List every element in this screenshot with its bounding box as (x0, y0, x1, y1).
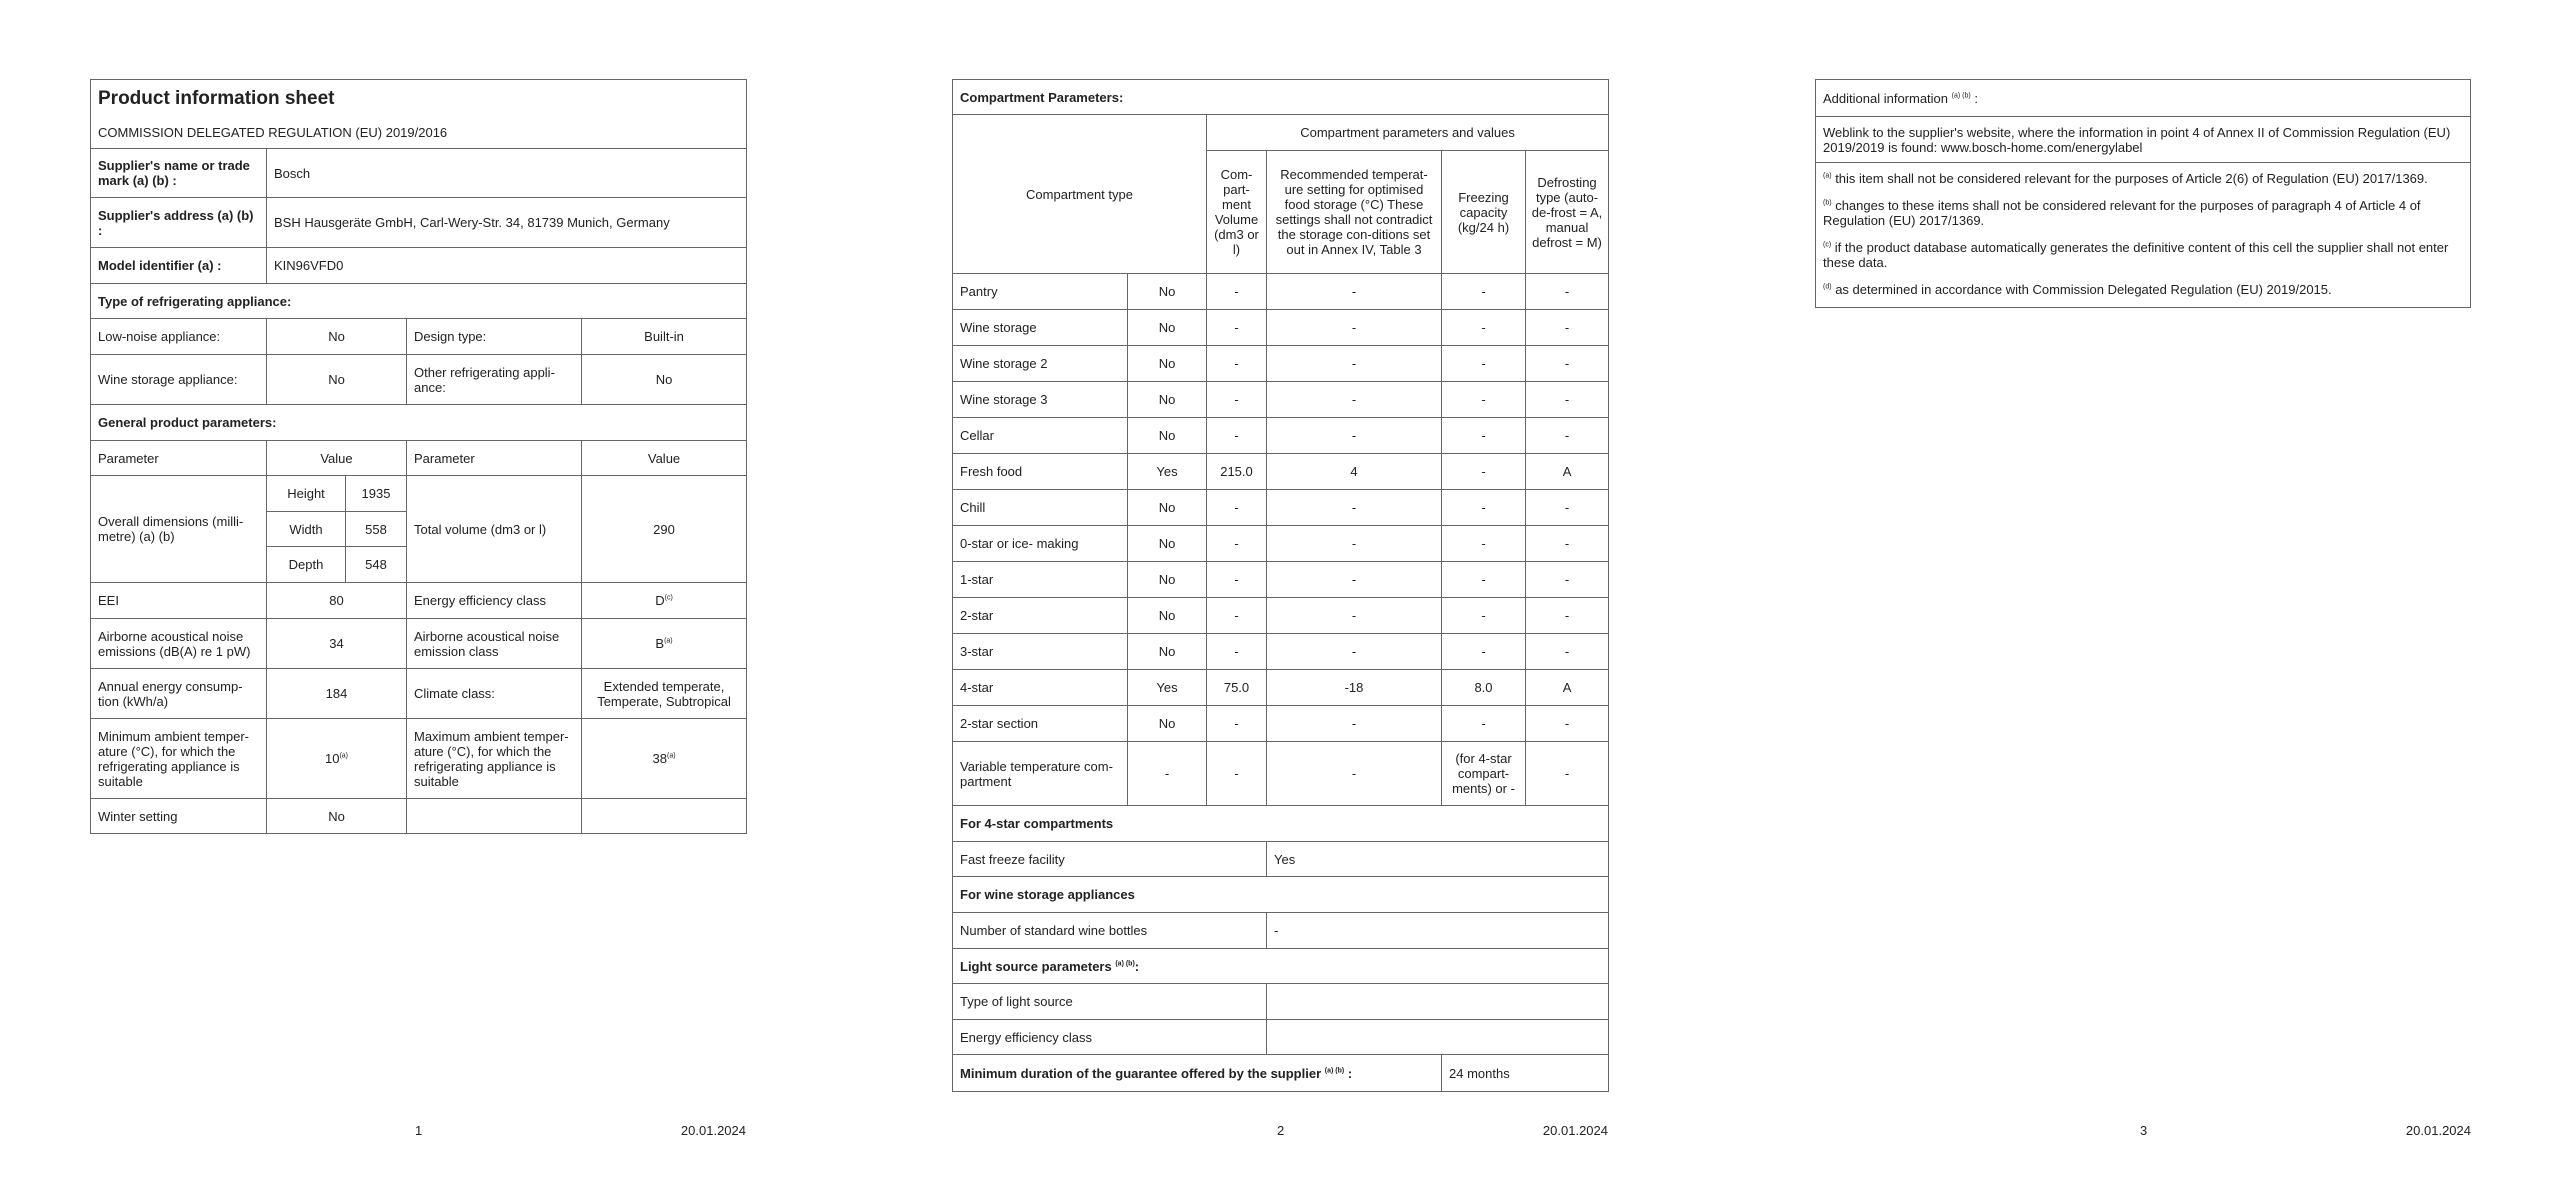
compartment-present: No (1128, 418, 1207, 454)
other-refrig-label: Other refrigerating appli-ance: (407, 355, 582, 405)
compartment-present: No (1128, 598, 1207, 634)
compartment-defrost: A (1526, 454, 1609, 490)
col-temp: Recommended temperat-ure setting for optimised food storage (°C) These settings shall not contradict the storage con-ditions set out in Annex IV, Table 3 (1267, 151, 1442, 274)
compartment-defrost: - (1526, 274, 1609, 310)
winter-label: Winter setting (91, 799, 267, 834)
eei-label: EEI (91, 583, 267, 619)
compartment-volume: - (1207, 310, 1267, 346)
compartment-freezing: - (1442, 454, 1526, 490)
footnote-item (1823, 282, 2463, 297)
page-number: 1 (415, 1123, 423, 1138)
compartment-defrost: A (1526, 670, 1609, 706)
light-class-value (1267, 1020, 1609, 1055)
compartment-volume: - (1207, 490, 1267, 526)
max-temp-label: Maximum ambient temper-ature (°C), for which the refrigerating appliance is suitable (407, 719, 582, 799)
max-temp-cell (582, 719, 747, 799)
eei-value: 80 (267, 583, 407, 619)
footnote-item (1823, 240, 2463, 270)
table-row (953, 274, 1609, 310)
variable-temp: - (1267, 742, 1442, 806)
type-heading: Type of refrigerating appliance: (91, 284, 747, 319)
variable-freezing: (for 4-star compart-ments) or - (1442, 742, 1526, 806)
compartment-freezing: - (1442, 598, 1526, 634)
low-noise-value: No (267, 319, 407, 355)
supplier-address-label: Supplier's address (a) (b) : (91, 198, 267, 248)
compartment-volume: - (1207, 562, 1267, 598)
page-date: 20.01.2024 (680, 1123, 746, 1138)
model-label: Model identifier (a) : (91, 248, 267, 284)
compartment-defrost: - (1526, 526, 1609, 562)
compartment-temp: -18 (1267, 670, 1442, 706)
climate-value: Extended temperate, Temperate, Subtropical (582, 669, 747, 719)
width-label: Width (267, 512, 346, 547)
compartment-temp: - (1267, 562, 1442, 598)
table-row (953, 706, 1609, 742)
table-row (953, 382, 1609, 418)
supplier-name-value: Bosch (267, 149, 747, 198)
table-row (953, 634, 1609, 670)
light-heading-footnote: (a) (b) (1115, 960, 1135, 968)
table-row (953, 310, 1609, 346)
table-row (953, 490, 1609, 526)
col-value: Value (267, 441, 407, 476)
compartment-present: No (1128, 490, 1207, 526)
compartment-name: 2-star section (953, 706, 1128, 742)
compartment-freezing: - (1442, 418, 1526, 454)
footnote-marker: (d) (1823, 283, 1832, 291)
compartment-name: 3-star (953, 634, 1128, 670)
design-type-label: Design type: (407, 319, 582, 355)
page-2 (952, 0, 1608, 1180)
additional-heading-footnote: (a) (b) (1951, 92, 1971, 100)
wine-heading: For wine storage appliances (953, 877, 1609, 913)
compartment-freezing: - (1442, 634, 1526, 670)
wine-storage-label: Wine storage appliance: (91, 355, 267, 405)
variable-volume: - (1207, 742, 1267, 806)
compartment-volume: - (1207, 382, 1267, 418)
noise-class-cell (582, 619, 747, 669)
noise-class-label: Airborne acoustical noise emission class (407, 619, 582, 669)
energy-class-cell (582, 583, 747, 619)
col-compartment-type: Compartment type (953, 115, 1207, 274)
supplier-name-label: Supplier's name or trade mark (a) (b) : (91, 149, 267, 198)
variable-present: - (1128, 742, 1207, 806)
max-temp-value: 38 (652, 751, 667, 766)
compartment-defrost: - (1526, 310, 1609, 346)
page-1 (90, 0, 746, 1180)
page-date: 20.01.2024 (1542, 1123, 1608, 1138)
compartment-name: Pantry (953, 274, 1128, 310)
col-parameter-2: Parameter (407, 441, 582, 476)
height-value: 1935 (346, 476, 407, 512)
compartment-temp: - (1267, 598, 1442, 634)
col-defrost: Defrosting type (auto-de-frost = A, manual defrost = M) (1526, 151, 1609, 274)
footnote-text: this item shall not be considered relevant for the purposes of Article 2(6) of Regulation (EU) 2017/1369. (1835, 171, 2428, 186)
compartment-temp: - (1267, 310, 1442, 346)
compartment-volume: - (1207, 706, 1267, 742)
table-row (953, 562, 1609, 598)
guarantee-footnote: (a) (b) (1324, 1067, 1345, 1075)
compartment-present: Yes (1128, 670, 1207, 706)
fast-freeze-label: Fast freeze facility (953, 842, 1267, 877)
compartment-volume: - (1207, 598, 1267, 634)
light-type-value (1267, 984, 1609, 1020)
empty-cell (582, 799, 747, 834)
additional-heading: Additional information (1823, 90, 1949, 106)
sheet-title: Product information sheet (91, 80, 747, 118)
design-type-value: Built-in (582, 319, 747, 355)
energy-class-footnote: (c) (664, 594, 673, 602)
compartment-freezing: - (1442, 706, 1526, 742)
compartment-freezing: - (1442, 310, 1526, 346)
footnote-text: as determined in accordance with Commission Delegated Regulation (EU) 2019/2015. (1835, 282, 2332, 297)
compartment-defrost: - (1526, 598, 1609, 634)
notes-cell (1816, 163, 2471, 308)
noise-class-footnote: (a) (664, 637, 673, 645)
col-value-2: Value (582, 441, 747, 476)
compartment-freezing: - (1442, 346, 1526, 382)
page-number: 2 (1277, 1123, 1285, 1138)
compartment-temp: - (1267, 274, 1442, 310)
wine-bottles-label: Number of standard wine bottles (953, 913, 1267, 949)
annual-energy-label: Annual energy consump-tion (kWh/a) (91, 669, 267, 719)
min-temp-footnote: (a) (339, 752, 349, 760)
weblink-text: Weblink to the supplier's website, where the information in point 4 of Annex II of Commission Regulation (EU) 2019/2019 is found: www.bosch-home.com/energylabel (1816, 117, 2471, 163)
min-temp-label: Minimum ambient temper-ature (°C), for which the refrigerating appliance is suitable (91, 719, 267, 799)
regulation-text: COMMISSION DELEGATED REGULATION (EU) 2019/2016 (91, 118, 747, 149)
noise-label: Airborne acoustical noise emissions (dB(A) re 1 pW) (91, 619, 267, 669)
compartment-name: Wine storage 3 (953, 382, 1128, 418)
light-heading: Light source parameters (960, 958, 1112, 974)
other-refrig-value: No (582, 355, 747, 405)
wine-storage-value: No (267, 355, 407, 405)
compartment-heading: Compartment Parameters: (953, 80, 1609, 115)
compartment-volume: 75.0 (1207, 670, 1267, 706)
compartment-name: Chill (953, 490, 1128, 526)
compartment-freezing: - (1442, 526, 1526, 562)
compartment-temp: - (1267, 382, 1442, 418)
compartment-freezing: - (1442, 382, 1526, 418)
compartment-present: No (1128, 526, 1207, 562)
additional-heading-cell: Additional information $^{(a) (b)}$ : (1816, 80, 2471, 117)
compartment-present: No (1128, 310, 1207, 346)
compartment-volume: 215.0 (1207, 454, 1267, 490)
light-class-label: Energy efficiency class (953, 1020, 1267, 1055)
variable-defrost: - (1526, 742, 1609, 806)
compartment-defrost: - (1526, 346, 1609, 382)
compartment-volume: - (1207, 274, 1267, 310)
compartment-name: 0-star or ice- making (953, 526, 1128, 562)
compartment-defrost: - (1526, 382, 1609, 418)
annual-energy-value: 184 (267, 669, 407, 719)
footnote-marker: (c) (1823, 241, 1832, 249)
min-temp-cell (267, 719, 407, 799)
compartment-freezing: - (1442, 490, 1526, 526)
group-header: Compartment parameters and values (1207, 115, 1609, 151)
compartment-volume: - (1207, 634, 1267, 670)
compartment-volume: - (1207, 346, 1267, 382)
footnote-text: if the product database automatically generates the definitive content of this cell the supplier shall not enter these data. (1823, 240, 2449, 270)
compartment-present: No (1128, 562, 1207, 598)
footnote-item (1823, 198, 2463, 228)
compartment-temp: - (1267, 526, 1442, 562)
table-row (953, 346, 1609, 382)
depth-label: Depth (267, 547, 346, 583)
compartment-present: No (1128, 382, 1207, 418)
footnote-marker: (b) (1823, 199, 1832, 207)
footnote-item (1823, 171, 2463, 186)
compartment-temp: 4 (1267, 454, 1442, 490)
guarantee-value: 24 months (1442, 1055, 1609, 1092)
noise-value: 34 (267, 619, 407, 669)
compartment-present: No (1128, 274, 1207, 310)
compartment-defrost: - (1526, 634, 1609, 670)
product-info-table (90, 79, 747, 834)
table-row (953, 526, 1609, 562)
four-star-heading: For 4-star compartments (953, 806, 1609, 842)
fast-freeze-value: Yes (1267, 842, 1609, 877)
table-row (953, 454, 1609, 490)
page-3 (1815, 0, 2471, 1180)
general-heading: General product parameters: (91, 405, 747, 441)
compartment-name: Wine storage (953, 310, 1128, 346)
width-value: 558 (346, 512, 407, 547)
light-heading-cell: Light source parameters $^{(a) (b)}$: (953, 949, 1609, 984)
table-row (953, 598, 1609, 634)
compartment-name: Wine storage 2 (953, 346, 1128, 382)
compartment-name: 2-star (953, 598, 1128, 634)
footnote-text: changes to these items shall not be considered relevant for the purposes of paragraph 4 of Article 4 of Regulation (EU) 2017/1369. (1823, 198, 2421, 228)
compartment-freezing: 8.0 (1442, 670, 1526, 706)
compartment-defrost: - (1526, 490, 1609, 526)
compartment-defrost: - (1526, 562, 1609, 598)
compartment-present: No (1128, 634, 1207, 670)
low-noise-label: Low-noise appliance: (91, 319, 267, 355)
guarantee-label: Minimum duration of the guarantee offered by the supplier (960, 1065, 1322, 1081)
compartment-defrost: - (1526, 418, 1609, 454)
compartment-name: 1-star (953, 562, 1128, 598)
table-row (953, 670, 1609, 706)
compartment-freezing: - (1442, 274, 1526, 310)
guarantee-label-cell: Minimum duration of the guarantee offered by the supplier $^{(a) (b)}$ : (953, 1055, 1442, 1092)
col-freezing: Freezing capacity (kg/24 h) (1442, 151, 1526, 274)
empty-cell (407, 799, 582, 834)
compartment-present: No (1128, 346, 1207, 382)
col-parameter: Parameter (91, 441, 267, 476)
compartment-present: Yes (1128, 454, 1207, 490)
compartment-temp: - (1267, 706, 1442, 742)
depth-value: 548 (346, 547, 407, 583)
page-date: 20.01.2024 (2405, 1123, 2471, 1138)
compartment-name: Cellar (953, 418, 1128, 454)
model-value: KIN96VFD0 (267, 248, 747, 284)
compartment-present: No (1128, 706, 1207, 742)
compartment-temp: - (1267, 634, 1442, 670)
energy-class-value: D (655, 593, 665, 608)
compartment-volume: - (1207, 526, 1267, 562)
compartment-temp: - (1267, 418, 1442, 454)
compartment-defrost: - (1526, 706, 1609, 742)
winter-value: No (267, 799, 407, 834)
col-volume: Com-part-ment Volume (dm3 or l) (1207, 151, 1267, 274)
dims-label: Overall dimensions (milli-metre) (a) (b) (91, 476, 267, 583)
compartment-table (952, 79, 1609, 1092)
footnote-marker: (a) (1823, 172, 1832, 180)
height-label: Height (267, 476, 346, 512)
max-temp-footnote: (a) (666, 752, 676, 760)
compartment-name: Fresh food (953, 454, 1128, 490)
page-number: 3 (2140, 1123, 2148, 1138)
min-temp-value: 10 (324, 751, 340, 766)
compartment-freezing: - (1442, 562, 1526, 598)
light-type-label: Type of light source (953, 984, 1267, 1020)
compartment-volume: - (1207, 418, 1267, 454)
energy-class-label: Energy efficiency class (407, 583, 582, 619)
noise-class-value: B (655, 636, 665, 651)
compartment-temp: - (1267, 346, 1442, 382)
compartment-name: 4-star (953, 670, 1128, 706)
table-row (953, 418, 1609, 454)
compartment-temp: - (1267, 490, 1442, 526)
variable-label: Variable temperature com-partment (953, 742, 1128, 806)
total-volume-label: Total volume (dm3 or l) (407, 476, 582, 583)
additional-info-table (1815, 79, 2471, 308)
total-volume-value: 290 (582, 476, 747, 583)
climate-label: Climate class: (407, 669, 582, 719)
supplier-address-value: BSH Hausgeräte GmbH, Carl-Wery-Str. 34, 81739 Munich, Germany (267, 198, 747, 248)
wine-bottles-value: - (1267, 913, 1609, 949)
